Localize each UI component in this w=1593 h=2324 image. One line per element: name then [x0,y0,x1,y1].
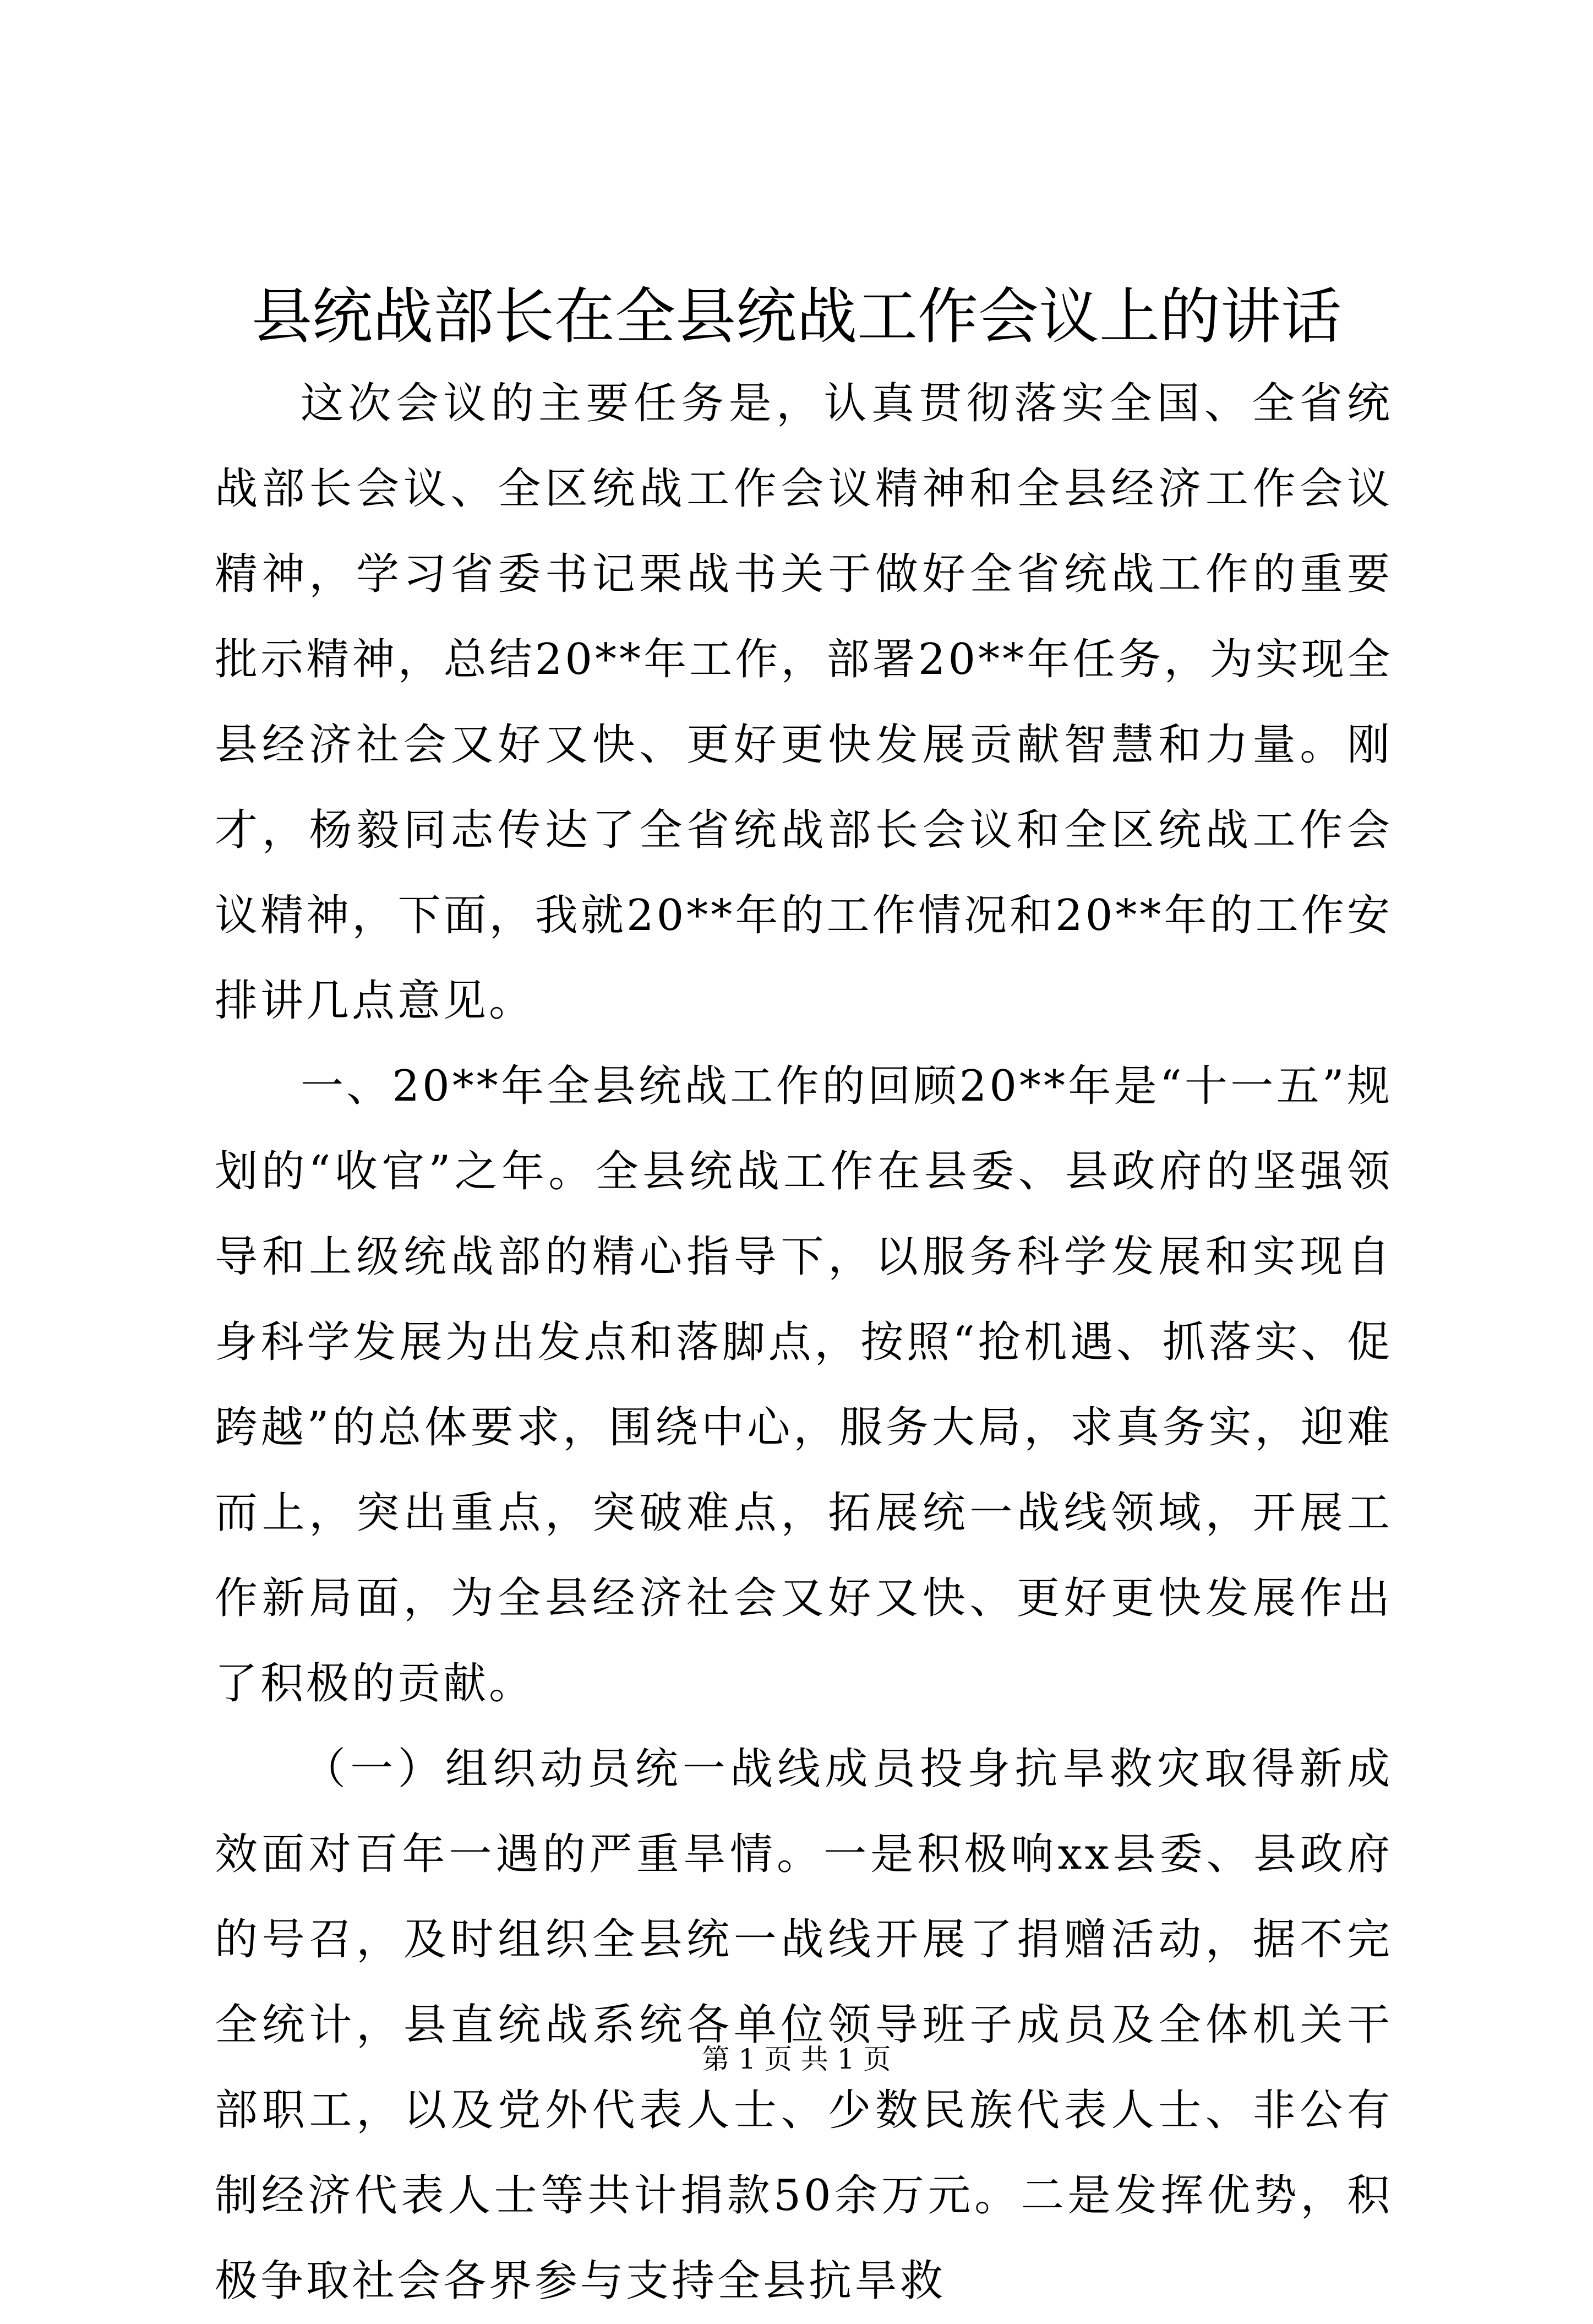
document-title: 县统战部长在全县统战工作会议上的讲话 [252,281,1341,352]
document-body [215,361,1393,2324]
paragraph-section-one: 一、20**年全县统战工作的回顾20**年是“十一五”规划的“收官”之年。全县统战工作在县委、县政府的坚强领导和上级统战部的精心指导下，以服务科学发展和实现自身科学发展为出发点和落脚点，按照“抢机遇、抓落实、促跨越”的总体要求，围绕中心，服务大局，求真务实，迎难而上，突出重点，突破难点，拓展统一战线领域，开展工作新局面，为全县经济社会又好又快、更好更快发展作出了积极的贡献。 [215,1062,1393,1708]
paragraph-subsection-one: （一）组织动员统一战线成员投身抗旱救灾取得新成效面对百年一遇的严重旱情。一是积极响xx县委、县政府的号召，及时组织全县统一战线开展了捐赠活动，据不完全统计，县直统战系统各单位领导班子成员及全体机关干部职工，以及党外代表人士、少数民族代表人士、非公有制经济代表人士等共计捐款50余万元。二是发挥优势，积极争取社会各界参与支持全县抗旱救 [215,1744,1393,2306]
page-number-label: 第 1 页 共 1 页 [702,2043,891,2075]
page-footer [0,2037,1593,2081]
paragraph-intro: 这次会议的主要任务是，认真贯彻落实全国、全省统战部长会议、全区统战工作会议精神和全县经济工作会议精神，学习省委书记栗战书关于做好全省统战工作的重要批示精神，总结20**年工作，部署20**年任务，为实现全县经济社会又好又快、更好更快发展贡献智慧和力量。刚才，杨毅同志传达了全省统战部长会议和全区统战工作会议精神，下面，我就20**年的工作情况和20**年的工作安排讲几点意见。 [215,379,1393,1026]
